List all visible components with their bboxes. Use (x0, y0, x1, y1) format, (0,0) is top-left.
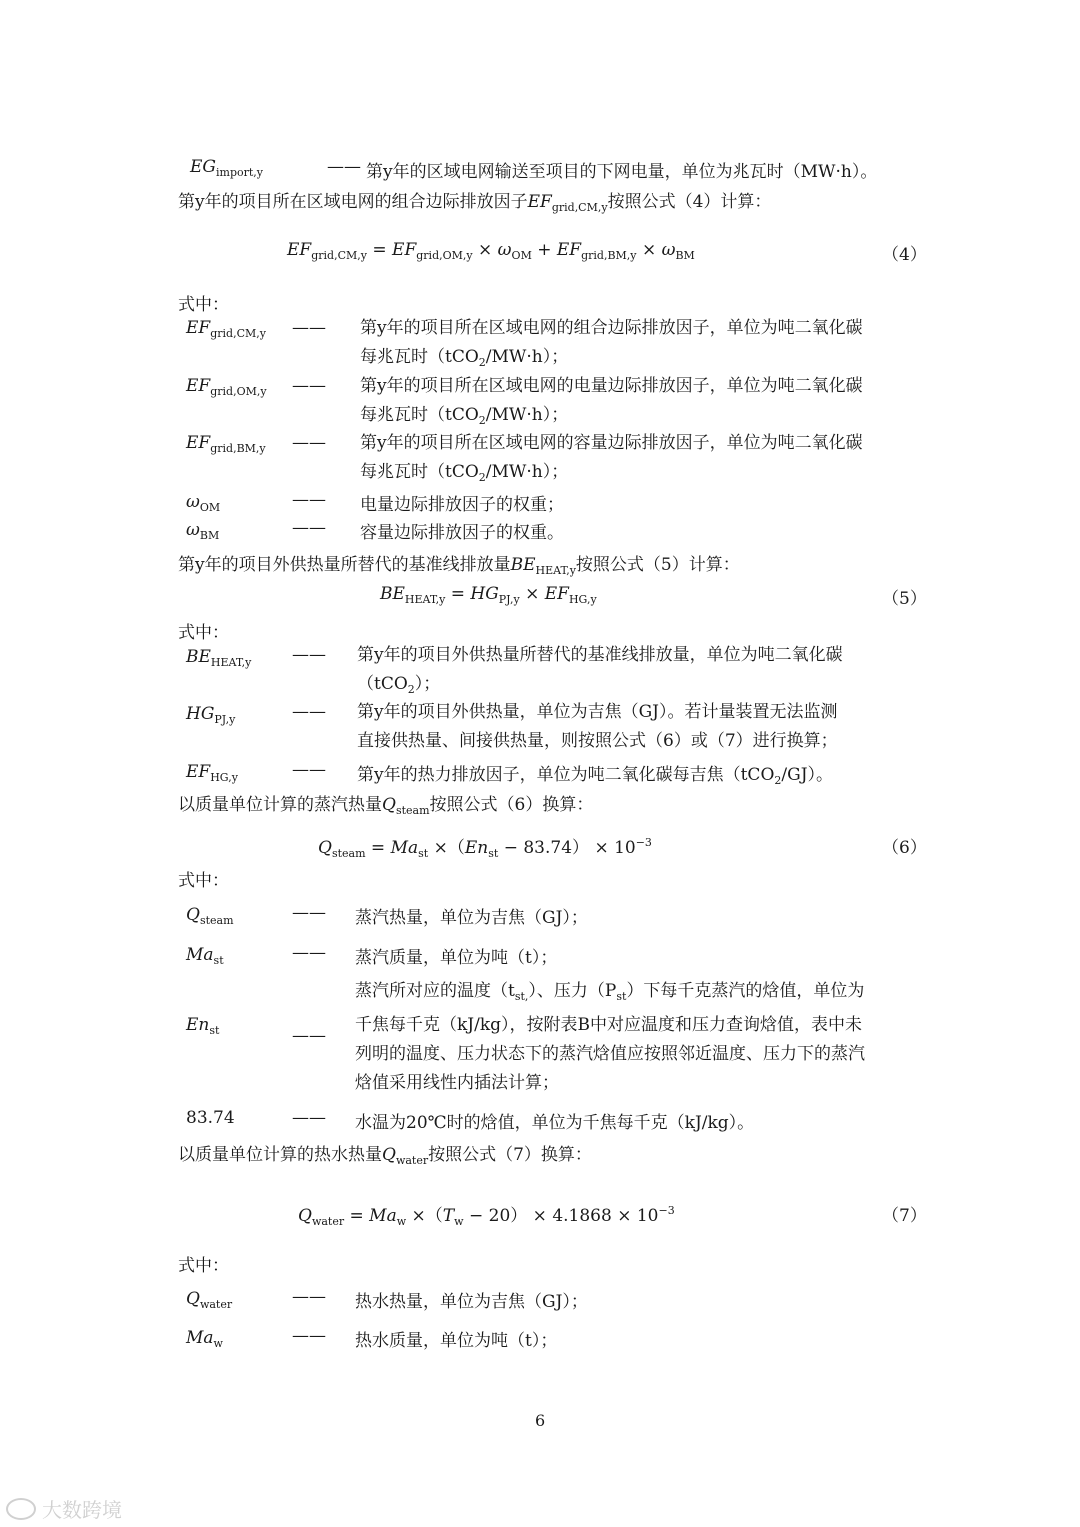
equation-number-7: （7） (882, 1206, 927, 1226)
def-text: 热水热量，单位为吉焦（GJ）； (355, 1292, 588, 1312)
def-text: 第y年的热力排放因子，单位为吨二氧化碳每吉焦（tCO$_2$/GJ）。 (357, 765, 834, 787)
def-symbol: $BE_{HEAT,y}$ (186, 647, 252, 669)
def-dash: —— (292, 433, 326, 453)
where-label: 式中： (178, 1256, 229, 1276)
equation-number-5: （5） (882, 589, 927, 609)
def-symbol: $En_{st}$ (186, 1015, 220, 1037)
def-symbol: $Ma_{st}$ (186, 945, 224, 967)
paragraph-heat-intro: 第y年的项目外供热量所替代的基准线排放量$BE_{HEAT,y}$按照公式（5）计算： (178, 555, 740, 577)
def-dash: —— (292, 645, 326, 665)
def-dash: —— (327, 157, 361, 177)
def-dash: —— (292, 1108, 326, 1128)
def-text: 第y年的项目所在区域电网的电量边际排放因子，单位为吨二氧化碳 每兆瓦时（tCO$_2$/MW·h）； (360, 376, 863, 427)
equation-7: $Q_{water} = Ma_w \times(T_w - 20) \times 4.1868 \times 10^{-3}$ (298, 1204, 675, 1228)
def-text: 第y年的项目所在区域电网的组合边际排放因子，单位为吨二氧化碳 每兆瓦时（tCO$_2$/MW·h）； (360, 318, 863, 369)
def-egimport-text: 第y年的区域电网输送至项目的下网电量，单位为兆瓦时（MW·h）。 (366, 162, 878, 182)
def-text: 第y年的项目所在区域电网的容量边际排放因子，单位为吨二氧化碳 每兆瓦时（tCO$_2$/MW·h）； (360, 433, 863, 484)
def-text: 蒸汽热量，单位为吉焦（GJ）； (355, 908, 588, 928)
def-dash: —— (292, 943, 326, 963)
where-label: 式中： (178, 623, 229, 643)
def-text: 容量边际排放因子的权重。 (360, 523, 564, 543)
def-text: 水温为20℃时的焓值，单位为千焦每千克（kJ/kg）。 (355, 1113, 755, 1133)
watermark-logo-icon (6, 1498, 36, 1520)
def-egimport-symbol: $EG_{import,y}$ (190, 157, 264, 179)
where-label: 式中： (178, 871, 229, 891)
def-symbol: $\omega_{OM}$ (186, 492, 221, 514)
equation-number-4: （4） (882, 245, 927, 265)
watermark (6, 1494, 122, 1523)
def-symbol: $EF_{grid,BM,y}$ (186, 433, 266, 455)
def-symbol: $Ma_w$ (186, 1328, 223, 1350)
def-dash: —— (292, 1287, 326, 1307)
equation-4: $EF_{grid,CM,y} = EF_{grid,OM,y} \times \omega_{OM} + EF_{grid,BM,y} \times \omega_{BM}$ (287, 240, 695, 262)
def-text: 电量边际排放因子的权重； (360, 495, 564, 515)
def-symbol: $EF_{grid,OM,y}$ (186, 376, 267, 398)
def-symbol: $HG_{PJ,y}$ (186, 704, 236, 726)
def-dash: —— (292, 702, 326, 722)
def-text: 蒸汽质量，单位为吨（t）； (355, 948, 558, 968)
paragraph-steam-intro: 以质量单位计算的蒸汽热量$Q_{steam}$按照公式（6）换算： (178, 795, 594, 817)
def-dash: —— (292, 318, 326, 338)
def-dash: —— (292, 518, 326, 538)
watermark-text: 大数跨境 (42, 1498, 122, 1522)
equation-number-6: （6） (882, 838, 927, 858)
def-text: 蒸汽所对应的温度$(t_{st,})$、压力$(P_{st})$下每千克蒸汽的焓值，单位为 千焦每千克（kJ/kg），按附表B中对应温度和压力查询焓值，表中未 列明的温度、压力状态下的蒸汽焓值应按照邻近温度、压力下的蒸汽 焓值采用线性内插法计算； (355, 981, 865, 1093)
def-dash: —— (292, 1326, 326, 1346)
def-text: 第y年的项目外供热量所替代的基准线排放量，单位为吨二氧化碳 （tCO$_2$）； (357, 645, 843, 696)
def-dash: —— (292, 903, 326, 923)
def-symbol: $Q_{steam}$ (186, 905, 234, 927)
def-symbol: $Q_{water}$ (186, 1289, 233, 1311)
equation-6: $Q_{steam} = Ma_{st} \times(En_{st} - 83.74) \times 10^{-3}$ (318, 836, 652, 860)
paragraph-water-intro: 以质量单位计算的热水热量$Q_{water}$按照公式（7）换算： (178, 1145, 592, 1167)
where-label: 式中： (178, 295, 229, 315)
def-symbol: $EF_{grid,CM,y}$ (186, 318, 266, 340)
paragraph-cm-intro: 第y年的项目所在区域电网的组合边际排放因子$EF_{grid,CM,y}$按照公式（4）计算： (178, 192, 772, 214)
def-text: 热水质量，单位为吨（t）； (355, 1331, 558, 1351)
def-symbol: $\omega_{BM}$ (186, 520, 220, 542)
def-dash: —— (292, 1026, 326, 1046)
def-dash: —— (292, 490, 326, 510)
def-dash: —— (292, 376, 326, 396)
def-symbol: $EF_{HG,y}$ (186, 762, 238, 784)
def-symbol: 83.74 (186, 1108, 235, 1128)
def-text: 第y年的项目外供热量，单位为吉焦（GJ）。若计量装置无法监测 直接供热量、间接供热量，则按照公式（6）或（7）进行换算； (357, 702, 838, 751)
def-dash: —— (292, 760, 326, 780)
equation-5: $BE_{HEAT,y} = HG_{PJ,y} \times EF_{HG,y}$ (380, 584, 597, 606)
page-number: 6 (535, 1411, 546, 1430)
